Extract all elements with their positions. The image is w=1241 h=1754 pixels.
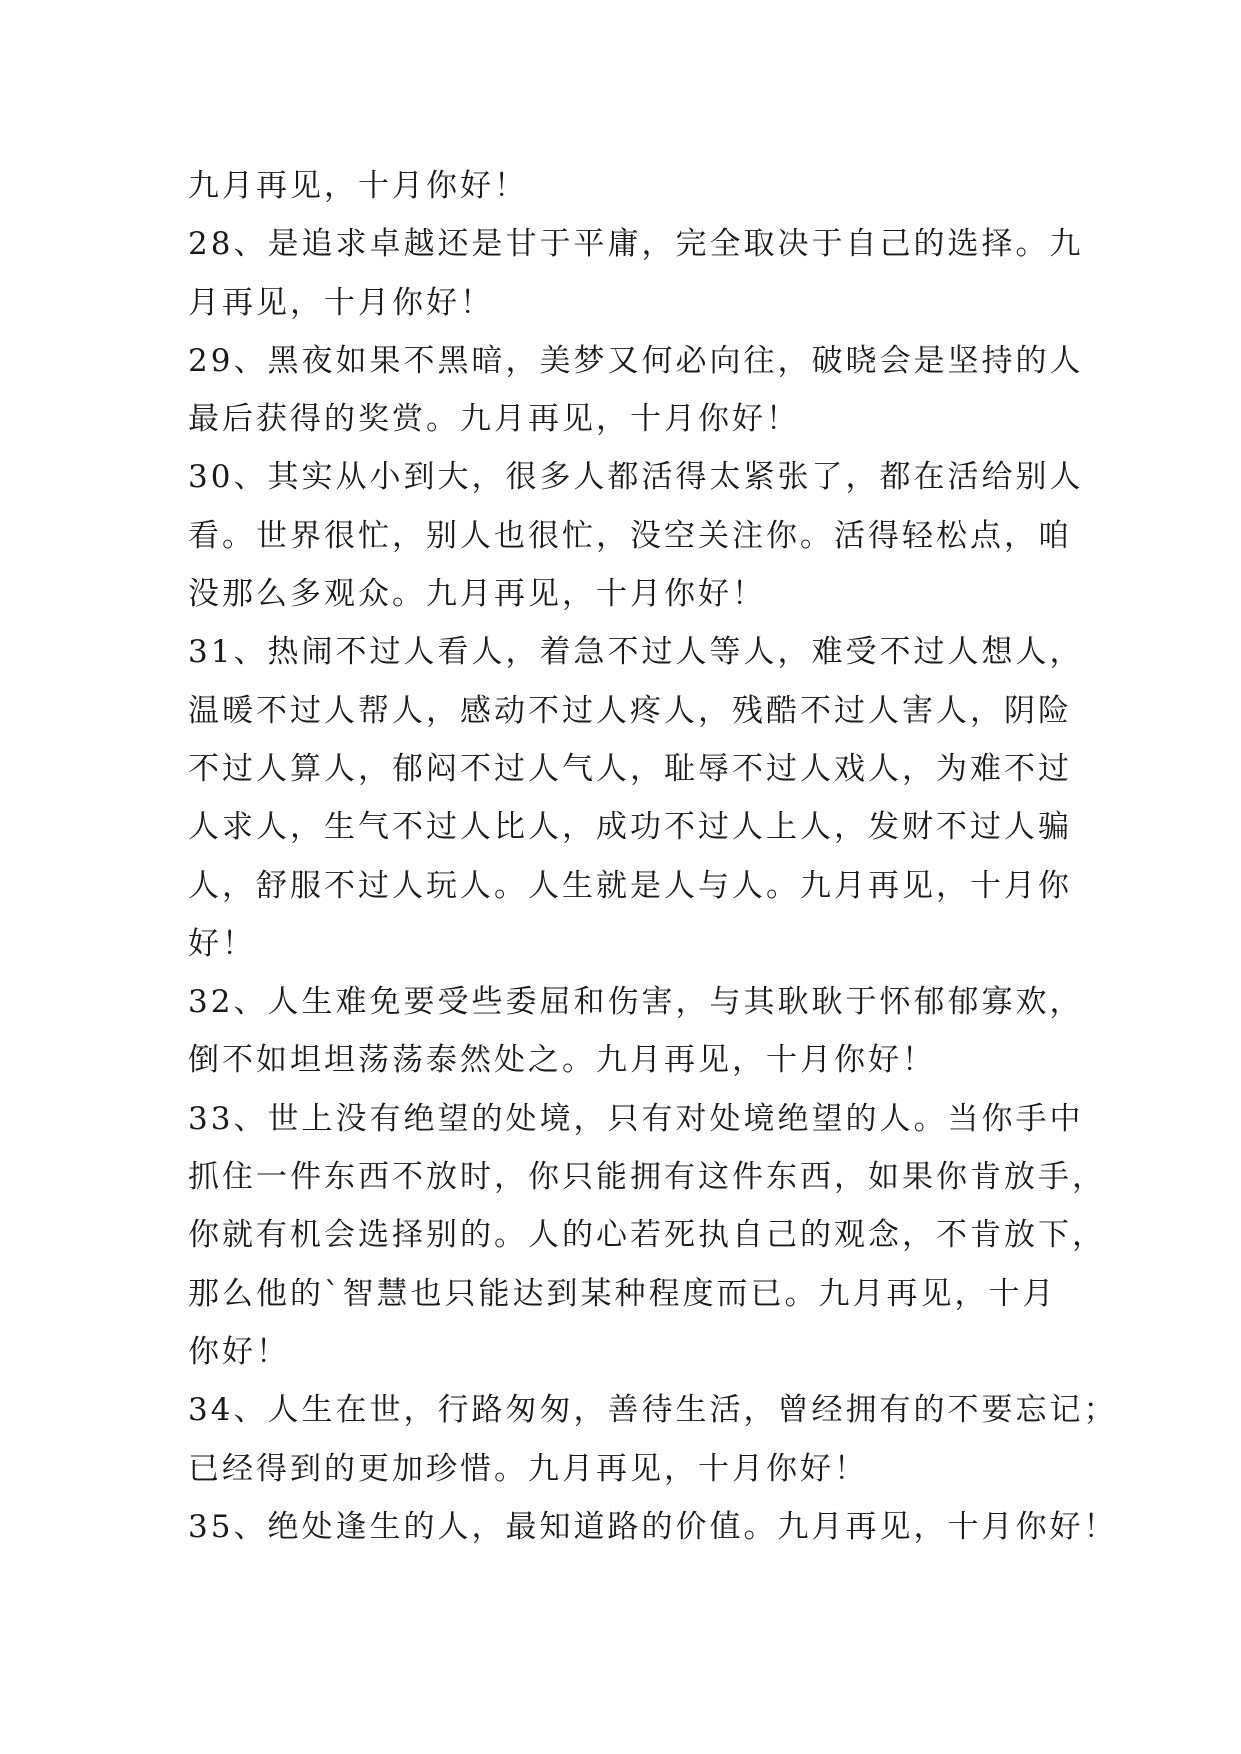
text-line-2: 28、是追求卓越还是甘于平庸，完全取决于自己的选择。九 — [188, 226, 1084, 263]
text-line-7: 看。世界很忙，别人也很忙，没空关注你。活得轻松点，咱 — [188, 517, 1072, 554]
text-line-16: 倒不如坦坦荡荡泰然处之。九月再见，十月你好！ — [188, 1042, 936, 1079]
text-line-8: 没那么多观众。九月再见，十月你好！ — [188, 576, 766, 613]
text-line-5: 最后获得的奖赏。九月再见，十月你好！ — [188, 401, 800, 438]
text-line-11: 不过人算人，郁闷不过人气人，耻辱不过人戏人，为难不过 — [188, 750, 1072, 787]
text-line-23: 已经得到的更加珍惜。九月再见，十月你好！ — [188, 1450, 868, 1487]
text-line-21: 你好！ — [188, 1333, 290, 1370]
text-line-22: 34、人生在世，行路匆匆，善待生活，曾经拥有的不要忘记； — [188, 1392, 1118, 1429]
text-line-19: 你就有机会选择别的。人的心若死执自己的观念，不肯放下， — [188, 1217, 1106, 1254]
text-line-10: 温暖不过人帮人，感动不过人疼人，残酷不过人害人，阴险 — [188, 692, 1072, 729]
text-line-9: 31、热闹不过人看人，着急不过人等人，难受不过人想人， — [188, 634, 1084, 671]
text-line-17: 33、世上没有绝望的处境，只有对处境绝望的人。当你手中 — [188, 1100, 1084, 1137]
text-line-18: 抓住一件东西不放时，你只能拥有这件东西，如果你肯放手， — [188, 1159, 1106, 1196]
text-line-13: 人，舒服不过人玩人。人生就是人与人。九月再见，十月你 — [188, 867, 1072, 904]
text-line-3: 月再见，十月你好！ — [188, 284, 494, 321]
text-line-14: 好！ — [188, 925, 256, 962]
text-line-12: 人求人，生气不过人比人，成功不过人上人，发财不过人骗 — [188, 809, 1072, 846]
text-line-4: 29、黑夜如果不黑暗，美梦又何必向往，破晓会是坚持的人 — [188, 342, 1084, 379]
text-line-24: 35、绝处逢生的人，最知道路的价值。九月再见，十月你好！ — [188, 1508, 1118, 1545]
text-line-1: 九月再见，十月你好！ — [188, 168, 528, 204]
text-line-20: 那么他的`智慧也只能达到某种程度而已。九月再见，十月 — [188, 1275, 1057, 1312]
text-line-15: 32、人生难免要受些委屈和伤害，与其耿耿于怀郁郁寡欢， — [188, 984, 1084, 1021]
text-line-6: 30、其实从小到大，很多人都活得太紧张了，都在活给别人 — [188, 459, 1084, 496]
document-body — [188, 157, 1118, 1556]
